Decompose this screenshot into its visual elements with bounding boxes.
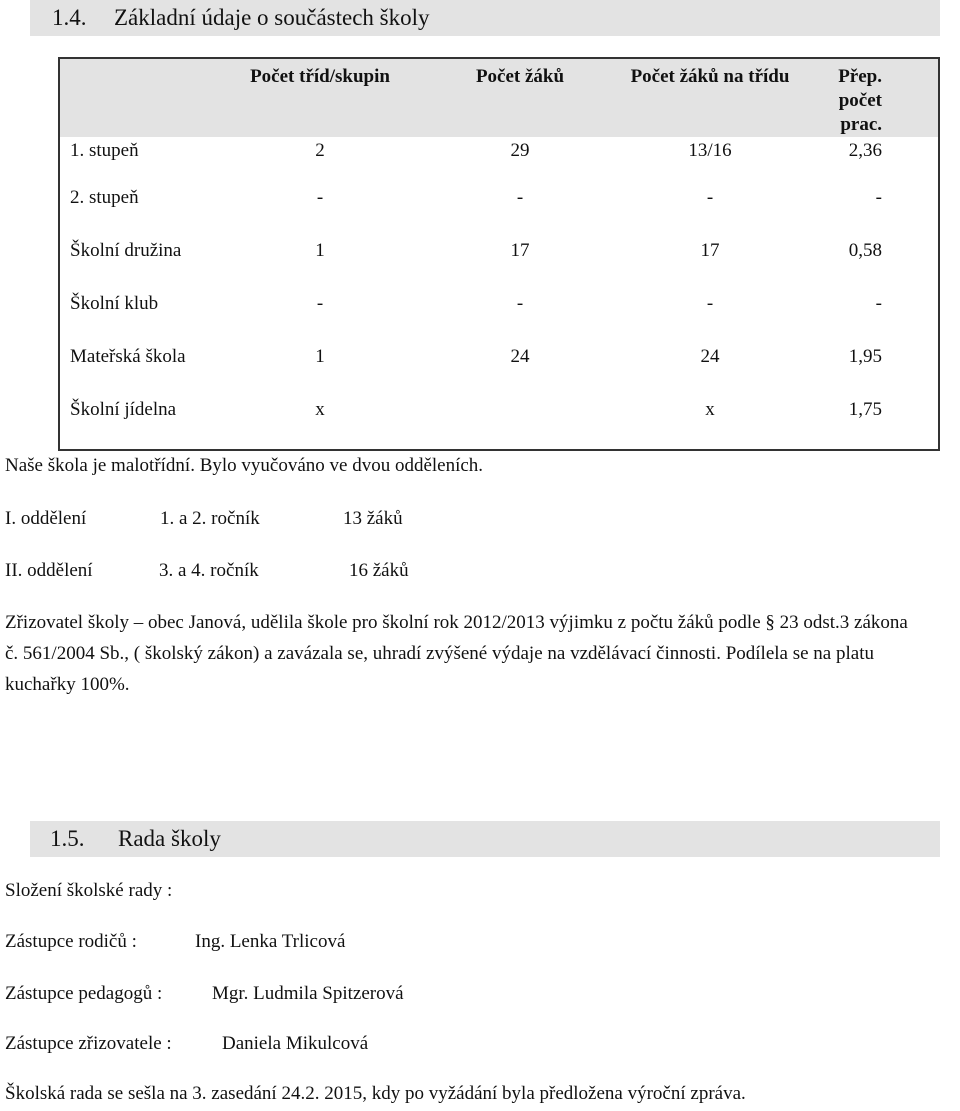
section-heading-1-4: [30, 0, 940, 36]
member-role: Zástupce rodičů :: [5, 931, 137, 952]
table-cell: 17: [700, 240, 720, 261]
division-name: II. oddělení: [5, 560, 93, 581]
council-member: [5, 983, 404, 1005]
table-row: [59, 137, 939, 184]
division-line: [5, 560, 409, 582]
table-row: [59, 237, 939, 290]
table-cell: 1: [315, 240, 325, 261]
section-title: Rada školy: [118, 826, 221, 851]
table-cell: 29: [510, 140, 530, 161]
table-cell: 2,36: [848, 140, 882, 161]
intro-text: Naše škola je malotřídní. Bylo vyučováno ve dvou odděleních.: [5, 455, 484, 476]
member-name: Daniela Mikulcová: [222, 1033, 369, 1054]
table-cell: 2: [315, 140, 325, 161]
division-line: [5, 508, 403, 530]
table-cell: [420, 396, 620, 450]
division-pupils: 13 žáků: [343, 508, 403, 529]
council-member: [5, 931, 345, 953]
section-number: 1.4.: [52, 5, 87, 30]
table-cell: -: [875, 293, 882, 314]
table-cell: -: [875, 187, 882, 208]
council-heading: Složení školské rady :: [5, 880, 173, 901]
table-row: [59, 343, 939, 396]
header-cell: Počet žáků na třídu: [630, 66, 790, 87]
table-cell: 1,75: [848, 399, 882, 420]
table-cell: 17: [510, 240, 530, 261]
division-pupils: 16 žáků: [349, 560, 409, 581]
council-member: [5, 1033, 368, 1055]
council-meeting-text: Školská rada se sešla na 3. zasedání 24.2. 2015, kdy po vyžádání byla předložena výroční zpráva.: [5, 1083, 746, 1104]
division-grades: 1. a 2. ročník: [160, 508, 260, 529]
table-cell: -: [516, 187, 524, 208]
table-header-row: [59, 58, 939, 137]
member-name: Mgr. Ludmila Spitzerová: [212, 983, 404, 1004]
table-row: [59, 396, 939, 450]
table-cell: Školní družina: [70, 240, 182, 261]
table-cell: 13/16: [688, 140, 732, 161]
table-cell: -: [316, 293, 324, 314]
school-parts-table: [58, 57, 940, 451]
table-cell: -: [706, 187, 714, 208]
table-cell: -: [516, 293, 524, 314]
table-row: [59, 290, 939, 343]
table-cell: Školní jídelna: [70, 399, 177, 420]
table-cell: 1,95: [848, 346, 882, 367]
section-title: Základní údaje o součástech školy: [114, 5, 430, 30]
table-cell: 0,58: [848, 240, 882, 261]
table-cell: Školní klub: [70, 293, 159, 314]
founder-paragraph: Zřizovatel školy – obec Janová, udělila škole pro školní rok 2012/2013 výjimku z počtu žáků podle § 23 odst.3 zákona č. 561/2004 Sb., ( školský zákon) a zavázala se, uhradí zvýšené výdaje na vzdělávací činnosti. Podílela se na platu kuchařky 100%.: [5, 612, 908, 695]
table-cell: -: [316, 187, 324, 208]
division-grades: 3. a 4. ročník: [159, 560, 259, 581]
table-cell: x: [705, 399, 715, 420]
member-role: Zástupce pedagogů :: [5, 983, 163, 1004]
table-cell: 1. stupeň: [70, 140, 139, 161]
table-cell: Mateřská škola: [70, 346, 186, 367]
section-heading-1-5: [30, 821, 940, 857]
header-cell: [59, 58, 220, 137]
member-name: Ing. Lenka Trlicová: [195, 931, 346, 952]
table-cell: x: [315, 399, 325, 420]
table-cell: 2. stupeň: [70, 187, 139, 208]
table-cell: 1: [315, 346, 325, 367]
table-row: [59, 184, 939, 237]
table-cell: 24: [700, 346, 720, 367]
member-role: Zástupce zřizovatele :: [5, 1033, 172, 1054]
division-name: I. oddělení: [5, 508, 87, 529]
table-cell: 24: [510, 346, 530, 367]
header-cell: Počet žáků: [475, 66, 565, 87]
header-cell: Přep. počet prac.: [838, 66, 882, 135]
header-cell: Počet tříd/skupin: [250, 66, 390, 87]
table-cell: -: [706, 293, 714, 314]
section-number: 1.5.: [50, 826, 85, 851]
